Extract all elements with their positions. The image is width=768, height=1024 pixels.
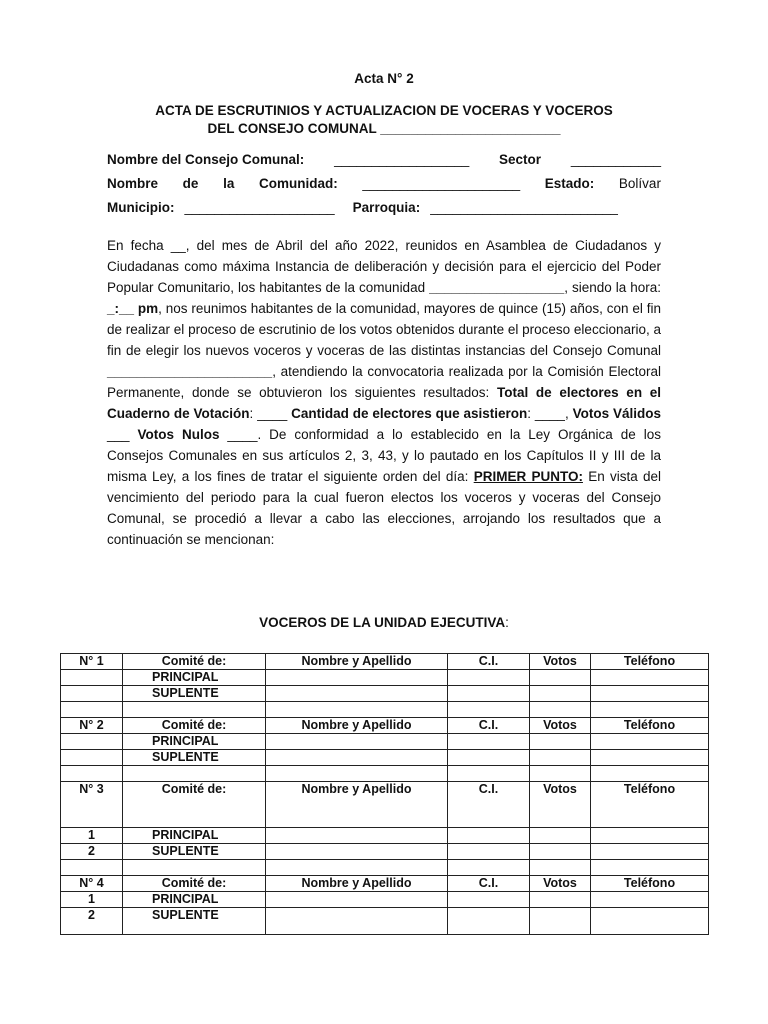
suplente-label: SUPLENTE: [123, 750, 266, 766]
header-votos: Votos: [530, 718, 591, 734]
consejo-blank-inline: ______________________: [107, 364, 273, 379]
nombre-cell[interactable]: [266, 670, 448, 686]
table-cell: [61, 734, 123, 750]
ci-cell[interactable]: [448, 844, 530, 860]
suplente-label: SUPLENTE: [123, 908, 266, 935]
principal-label: PRINCIPAL: [123, 828, 266, 844]
table-cell: [123, 860, 266, 876]
telefono-cell[interactable]: [591, 670, 709, 686]
header-nombre: Nombre y Apellido: [266, 876, 448, 892]
telefono-cell[interactable]: [591, 908, 709, 935]
hour-blank: _:__ pm: [107, 301, 159, 316]
principal-label: PRINCIPAL: [123, 670, 266, 686]
telefono-cell[interactable]: [591, 686, 709, 702]
header-ci: C.I.: [448, 718, 530, 734]
table-cell: [266, 702, 448, 718]
telefono-cell[interactable]: [591, 844, 709, 860]
table-header-row: [61, 654, 709, 670]
table-cell: [61, 766, 123, 782]
paragraph-text: ___: [107, 427, 138, 442]
votos-cell[interactable]: [530, 670, 591, 686]
info-row-municipio: [107, 199, 661, 223]
votos-cell[interactable]: [530, 686, 591, 702]
ci-cell[interactable]: [448, 686, 530, 702]
ci-cell[interactable]: [448, 670, 530, 686]
ci-cell[interactable]: [448, 828, 530, 844]
info-row-comunidad: [107, 175, 661, 199]
block-number: N° 3: [61, 782, 123, 828]
header-comite: Comité de:: [123, 718, 266, 734]
row-index: 1: [61, 892, 123, 908]
comunidad-label-word: Nombre: [107, 176, 159, 191]
paragraph-text: , atendiendo la convocatoria realizada por la Comisión Electoral Permanente, donde se obtuvieron los siguientes resultados:: [107, 364, 661, 400]
votos-cell[interactable]: [530, 908, 591, 935]
table-cell: [61, 702, 123, 718]
municipio-blank: ____________________: [184, 200, 335, 215]
nombre-cell[interactable]: [266, 844, 448, 860]
block-number: N° 4: [61, 876, 123, 892]
table-row: [61, 908, 709, 935]
row-index: 1: [61, 828, 123, 844]
votos-cell[interactable]: [530, 892, 591, 908]
comunidad-label-word: de: [182, 176, 199, 191]
block-number: N° 2: [61, 718, 123, 734]
table-cell: [61, 686, 123, 702]
header-votos: Votos: [530, 654, 591, 670]
total-electores-label: Total de electores en el Cuaderno de Votación: [107, 385, 661, 421]
paragraph-text: , nos reunimos habitantes de la comunidad, mayores de quince (15) años, con el fin de realizar el proceso de escrutinio de los votos obtenidos durante el proceso eleccionario, a fin de elegir los nuevos voceros y voceras de las distintas instancias del Consejo Comunal: [107, 301, 661, 358]
table-cell: [123, 766, 266, 782]
table-row: [61, 750, 709, 766]
primer-punto-label: PRIMER PUNTO:: [473, 469, 583, 484]
table-cell: [123, 702, 266, 718]
paragraph-text: : ____,: [527, 406, 573, 421]
row-index: 2: [61, 908, 123, 935]
ci-cell[interactable]: [448, 734, 530, 750]
table-header-row: [61, 876, 709, 892]
paragraph-text: En vista del vencimiento del periodo para la cual fueron electos los voceros y voceras del Consejo Comunal, se procedió a llevar a cabo las elecciones, arrojando los resultados que a continuación se mencionan:: [107, 469, 661, 547]
table-row: [61, 892, 709, 908]
table-header-row: [61, 782, 709, 828]
act-title-line-2: DEL CONSEJO COMUNAL ________________________: [207, 121, 561, 136]
table-cell: [266, 766, 448, 782]
act-title: [100, 102, 668, 138]
ci-cell[interactable]: [448, 892, 530, 908]
table-cell: [61, 860, 123, 876]
header-comite: Comité de:: [123, 654, 266, 670]
nombre-cell[interactable]: [266, 686, 448, 702]
consejo-blank: __________________: [334, 152, 470, 167]
table-cell: [530, 702, 591, 718]
table-row: [61, 702, 709, 718]
table-cell: [591, 702, 709, 718]
header-votos: Votos: [530, 782, 591, 828]
table-row: [61, 734, 709, 750]
comunidad-label-word: la: [223, 176, 235, 191]
block-number: N° 1: [61, 654, 123, 670]
principal-label: PRINCIPAL: [123, 892, 266, 908]
comunidad-label-word: Comunidad:: [259, 176, 338, 191]
parroquia-blank: _________________________: [430, 200, 618, 215]
sector-label: Sector: [499, 152, 542, 167]
table-cell: [61, 670, 123, 686]
nombre-cell[interactable]: [266, 734, 448, 750]
paragraph-text: , siendo la hora:: [564, 280, 661, 295]
section-title: [0, 615, 768, 630]
suplente-label: SUPLENTE: [123, 686, 266, 702]
header-telefono: Teléfono: [591, 654, 709, 670]
votos-cell[interactable]: [530, 828, 591, 844]
section-title-colon: :: [505, 615, 509, 630]
telefono-cell[interactable]: [591, 892, 709, 908]
table-cell: [448, 702, 530, 718]
header-ci: C.I.: [448, 782, 530, 828]
table-row: [61, 670, 709, 686]
consejo-label: Nombre del Consejo Comunal:: [107, 152, 305, 167]
ci-cell[interactable]: [448, 908, 530, 935]
header-nombre: Nombre y Apellido: [266, 782, 448, 828]
header-comite: Comité de:: [123, 782, 266, 828]
nombre-cell[interactable]: [266, 828, 448, 844]
header-telefono: Teléfono: [591, 718, 709, 734]
table-header-row: [61, 718, 709, 734]
header-nombre: Nombre y Apellido: [266, 718, 448, 734]
suplente-label: SUPLENTE: [123, 844, 266, 860]
header-telefono: Teléfono: [591, 782, 709, 828]
telefono-cell[interactable]: [591, 828, 709, 844]
votos-nulos-label: Votos Nulos: [137, 427, 220, 442]
sector-blank: ____________: [570, 152, 661, 167]
table-cell: [448, 860, 530, 876]
section-title-text: VOCEROS DE LA UNIDAD EJECUTIVA: [259, 615, 506, 630]
header-ci: C.I.: [448, 876, 530, 892]
nombre-cell[interactable]: [266, 750, 448, 766]
table-row: [61, 860, 709, 876]
header-nombre: Nombre y Apellido: [266, 654, 448, 670]
body-paragraph: [107, 235, 661, 550]
parroquia-label: Parroquia:: [352, 200, 421, 215]
votos-cell[interactable]: [530, 844, 591, 860]
table-cell: [61, 750, 123, 766]
info-row-consejo: [107, 151, 661, 175]
table-row: [61, 686, 709, 702]
table-cell: [530, 766, 591, 782]
municipio-label: Municipio:: [107, 200, 175, 215]
table-row: [61, 766, 709, 782]
header-telefono: Teléfono: [591, 876, 709, 892]
table-row: [61, 844, 709, 860]
table-cell: [448, 766, 530, 782]
ci-cell[interactable]: [448, 750, 530, 766]
estado-value: Bolívar: [618, 176, 661, 191]
act-number: Acta N° 2: [354, 71, 414, 86]
header-comite: Comité de:: [123, 876, 266, 892]
comunidad-blank-inline: __________________: [429, 280, 565, 295]
paragraph-text: En fecha __, del mes de Abril del año 2022, reunidos en Asamblea de Ciudadanos y Ciudadanas como máxima Instancia de deliberación y decisión para el ejercicio del Poder Popular Comunitario, los habitantes de la comunidad: [107, 238, 661, 295]
votos-cell[interactable]: [530, 750, 591, 766]
nombre-cell[interactable]: [266, 908, 448, 935]
nombre-cell[interactable]: [266, 892, 448, 908]
act-title-line-1: ACTA DE ESCRUTINIOS Y ACTUALIZACION DE VOCERAS Y VOCEROS: [155, 103, 613, 118]
voceros-table: [60, 653, 709, 935]
table-cell: [266, 860, 448, 876]
estado-label: Estado:: [544, 176, 595, 191]
row-index: 2: [61, 844, 123, 860]
header-votos: Votos: [530, 876, 591, 892]
votos-validos-label: Votos Válidos: [572, 406, 661, 421]
table-cell: [530, 860, 591, 876]
paragraph-text: : ____: [249, 406, 292, 421]
table-cell: [591, 766, 709, 782]
telefono-cell[interactable]: [591, 750, 709, 766]
telefono-cell[interactable]: [591, 734, 709, 750]
votos-cell[interactable]: [530, 734, 591, 750]
header-ci: C.I.: [448, 654, 530, 670]
cantidad-electores-label: Cantidad de electores que asistieron: [291, 406, 528, 421]
table-row: [61, 828, 709, 844]
comunidad-blank: _____________________: [362, 176, 521, 191]
info-block: [107, 151, 661, 223]
paragraph-text: ____. De conformidad a lo establecido en la Ley Orgánica de los Consejos Comunales en sus artículos 2, 3, 43, y lo pautado en los Capítulos II y III de la misma Ley, a los fines de tratar el siguiente orden del día:: [107, 427, 661, 484]
table-cell: [591, 860, 709, 876]
principal-label: PRINCIPAL: [123, 734, 266, 750]
